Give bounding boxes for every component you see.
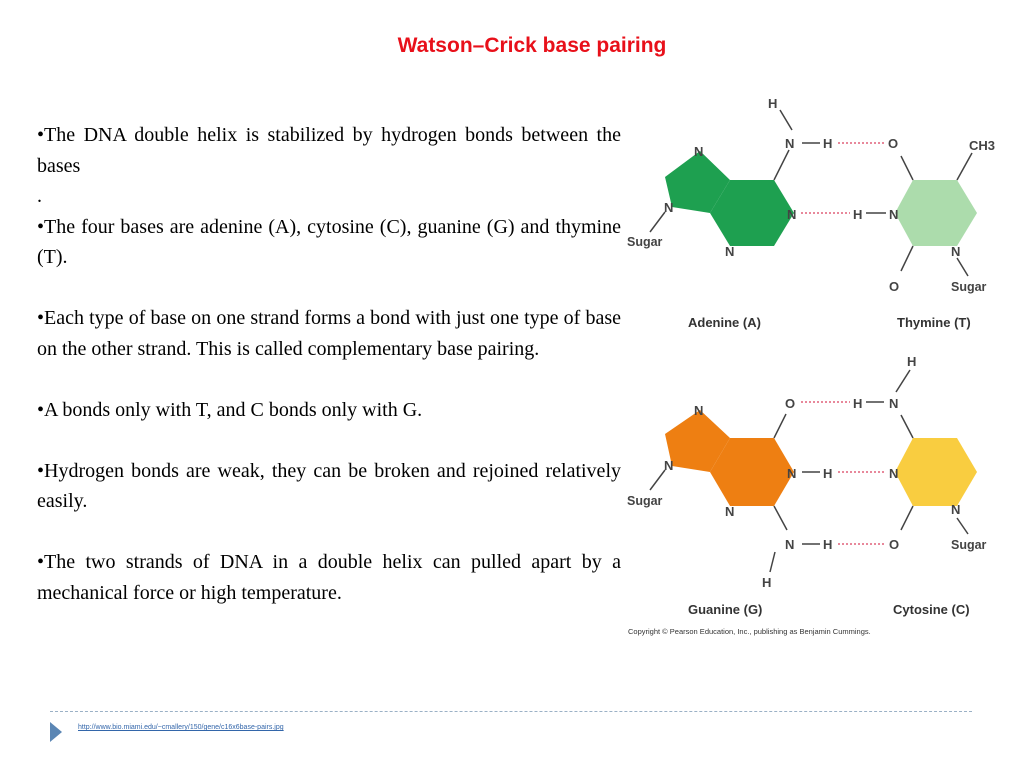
svg-text:N: N	[664, 200, 674, 215]
footer-divider	[50, 711, 972, 712]
thymine-label: Thymine (T)	[897, 315, 971, 330]
svg-text:N: N	[889, 466, 899, 481]
svg-text:N: N	[889, 207, 899, 222]
adenine-sugar: Sugar	[627, 235, 663, 249]
cytosine-molecule	[853, 354, 987, 552]
svg-text:N: N	[787, 466, 797, 481]
thymine-molecule	[853, 136, 995, 294]
svg-text:H: H	[853, 207, 863, 222]
svg-text:N: N	[951, 244, 961, 259]
svg-text:N: N	[785, 136, 795, 151]
svg-text:N: N	[951, 502, 961, 517]
bullet-a-t-c-g: •A bonds only with T, and C bonds only with G.	[37, 398, 423, 421]
svg-text:H: H	[853, 396, 863, 411]
svg-text:H: H	[762, 575, 772, 590]
bullet-complementary: •Each type of base on one strand forms a bond with just one type of base on the other strand. This is called complementary base pairing.	[37, 307, 621, 360]
source-url-link[interactable]: http://www.bio.miami.edu/~cmallery/150/gene/c16x6base-pairs.jpg	[78, 724, 284, 731]
cytosine-sugar: Sugar	[951, 538, 987, 552]
svg-text:N: N	[725, 504, 735, 519]
svg-text:H: H	[823, 136, 833, 151]
svg-text:N: N	[694, 144, 704, 159]
svg-text:O: O	[889, 279, 900, 294]
guanine-molecule	[627, 396, 832, 590]
cytosine-ring	[895, 438, 977, 506]
thymine-ring	[895, 180, 977, 246]
bullet-stabilized: •The DNA double helix is stabilized by hydrogen bonds between the bases	[37, 124, 621, 177]
svg-text:N: N	[889, 396, 899, 411]
svg-text:N: N	[725, 244, 735, 259]
guanine-sugar: Sugar	[627, 494, 663, 508]
svg-text:H: H	[768, 96, 778, 111]
bullet-strands-apart: •The two strands of DNA in a double helix can pulled apart by a mechanical force or high temperature.	[37, 551, 621, 604]
bullet-four-bases: •The four bases are adenine (A), cytosine (C), guanine (G) and thymine (T).	[37, 215, 621, 268]
slide-title: Watson–Crick base pairing	[397, 34, 667, 57]
adenine-label: Adenine (A)	[688, 315, 761, 330]
cytosine-label: Cytosine (C)	[893, 602, 970, 617]
svg-text:N: N	[787, 207, 797, 222]
svg-text:O: O	[888, 136, 899, 151]
methyl-group: CH3	[969, 138, 996, 153]
figure-copyright: Copyright © Pearson Education, Inc., publishing as Benjamin Cummings.	[628, 627, 871, 636]
guanine-label: Guanine (G)	[688, 602, 763, 617]
bullet-text	[37, 120, 621, 608]
at-hydrogen-bonds	[801, 143, 885, 213]
svg-text:H: H	[823, 466, 833, 481]
svg-text:N: N	[694, 403, 704, 418]
bullet-weak-bonds: •Hydrogen bonds are weak, they can be broken and rejoined relatively easily.	[37, 459, 621, 512]
adenine-molecule	[627, 96, 832, 259]
stray-period: .	[37, 185, 42, 207]
svg-text:H: H	[907, 354, 917, 369]
base-pairing-figure	[622, 90, 1014, 640]
svg-text:O: O	[889, 537, 900, 552]
svg-text:N: N	[785, 537, 795, 552]
play-arrow-icon	[50, 722, 62, 742]
svg-text:N: N	[664, 458, 674, 473]
thymine-sugar: Sugar	[951, 280, 987, 294]
svg-text:O: O	[785, 396, 796, 411]
svg-text:H: H	[823, 537, 833, 552]
gc-hydrogen-bonds	[801, 402, 885, 544]
